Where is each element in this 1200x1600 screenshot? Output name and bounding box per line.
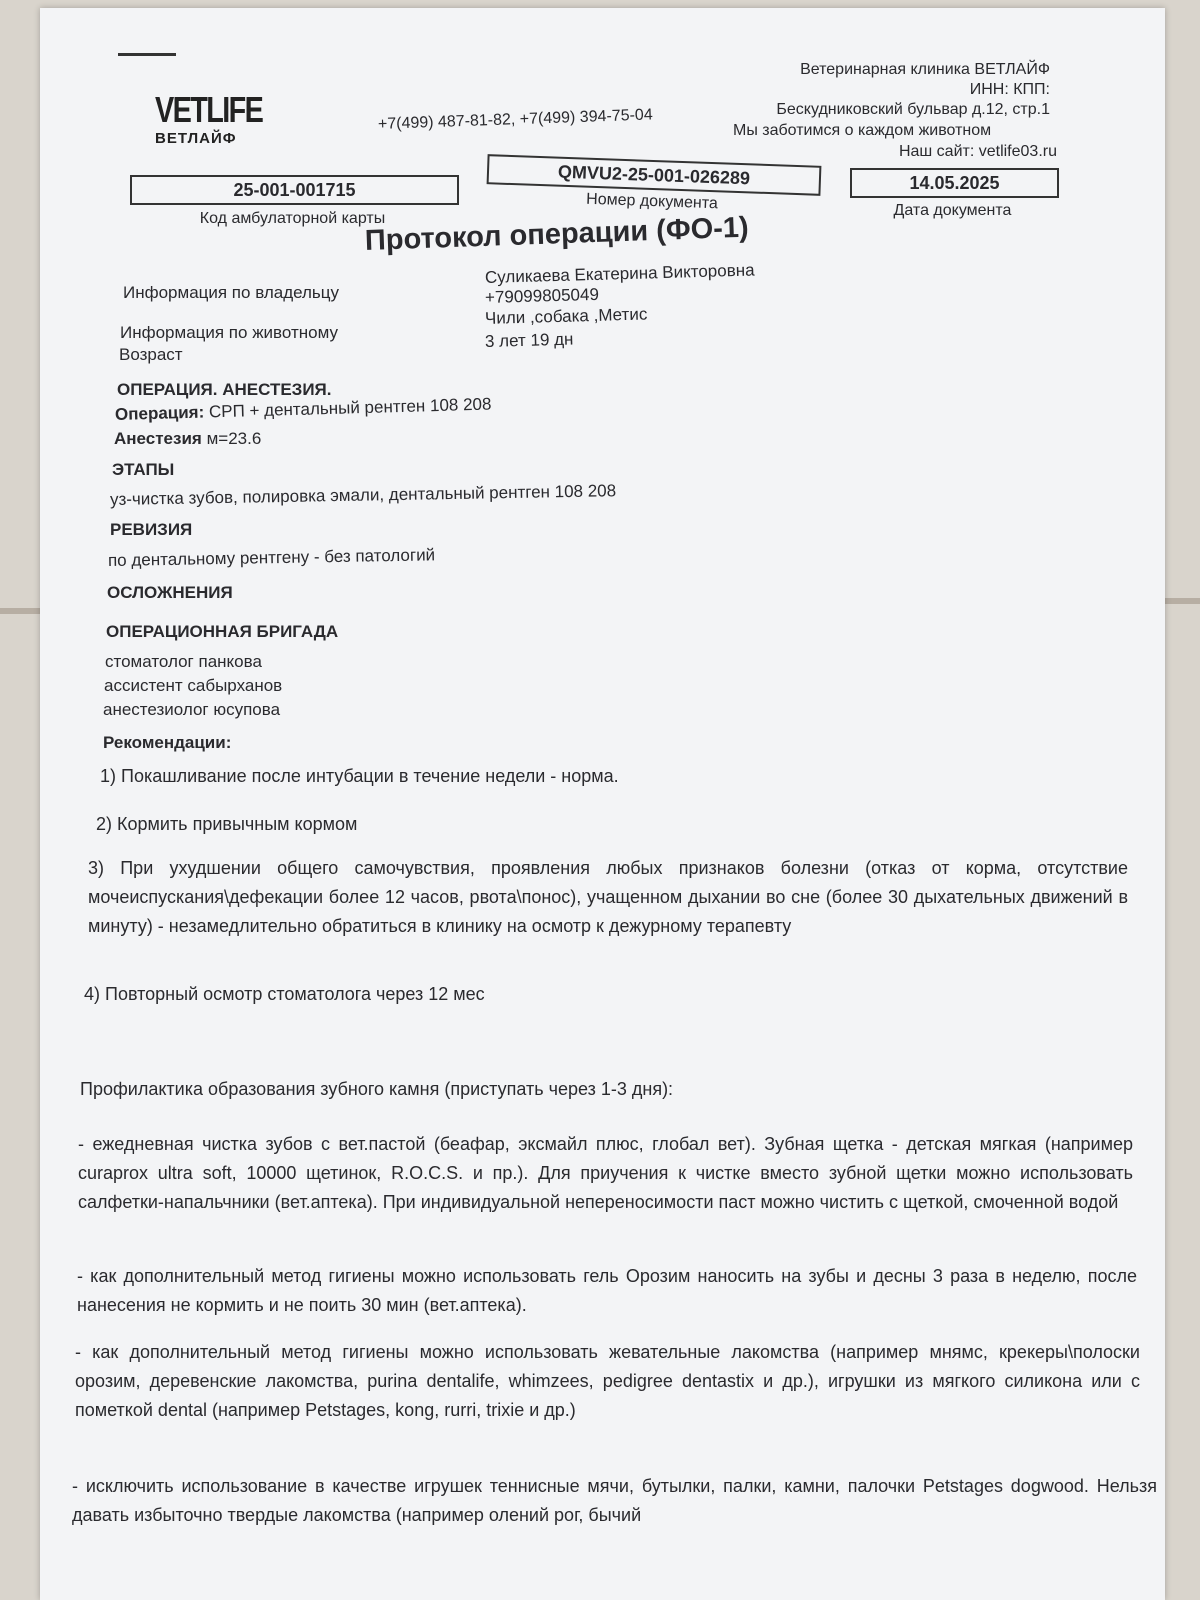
prophylaxis-item: - как дополнительный метод гигиены можно использовать гель Орозим наносить на зубы и десны 3 раза в неделю, после нанесения не кормить и не поить 30 мин (вет.аптека). [77, 1266, 1137, 1315]
anesthesia-line [114, 429, 261, 449]
recommendation-item: 1) Покашливание после интубации в течение недели - норма. [100, 766, 619, 786]
animal-value: Чили ,собака ,Метис [484, 304, 648, 328]
page-title: Протокол операции (ФО-1) [364, 211, 750, 257]
clinic-site: Наш сайт: vetlife03.ru [898, 143, 1057, 160]
age-label: Возраст [119, 345, 183, 364]
team-member: ассистент сабырханов [104, 676, 283, 695]
prophylaxis-heading: Профилактика образования зубного камня (приступать через 1-3 дня): [80, 1079, 674, 1099]
revision-heading: РЕВИЗИЯ [110, 520, 193, 539]
stages-text: уз-чистка зубов, полировка эмали, дентальный рентген 108 208 [109, 481, 617, 509]
doc-number-field: QMVU2-25-001-026289 [487, 154, 822, 196]
card-code-label: Код амбулаторной карты [199, 210, 386, 227]
stages-heading: ЭТАПЫ [112, 460, 175, 479]
clinic-name: Ветеринарная клиника ВЕТЛАЙФ [800, 61, 1050, 78]
recommendations-heading: Рекомендации: [103, 733, 232, 752]
card-code-field: 25-001-001715 [130, 175, 459, 205]
clinic-inn: ИНН: КПП: [969, 81, 1050, 98]
prophylaxis-item: - как дополнительный метод гигиены можно использовать жевательные лакомства (например мнямс, крекеры\полоски орозим, деревенские лакомства, purina dentalife, whimzees, pedigree dentastix и др.), игрушки из мягкого силикона или с пометкой dental (например Petstages, kong, rurri, trixie и др.) [75, 1342, 1140, 1420]
doc-date-label: Дата документа [893, 202, 1012, 219]
owner-name: Суликаева Екатерина Викторовна [484, 260, 755, 287]
complications-heading: ОСЛОЖНЕНИЯ [107, 583, 233, 602]
team-member: стоматолог панкова [105, 652, 262, 671]
logo-main-text: VETLIFE [155, 89, 263, 130]
team-member: анестезиолог юсупова [103, 700, 281, 719]
doc-number-label: Номер документа [585, 190, 719, 213]
top-dash [118, 53, 176, 56]
operation-label: Операция: [114, 402, 205, 424]
anesthesia-label: Анестезия [114, 429, 202, 448]
table-edge [0, 608, 40, 614]
operation-heading: ОПЕРАЦИЯ. АНЕСТЕЗИЯ. [117, 380, 332, 399]
clinic-phones: +7(499) 487-81-82, +7(499) 394-75-04 [377, 106, 653, 133]
recommendation-item: 3) При ухудшении общего самочувствия, проявления любых признаков болезни (отказ от корма, отсутствие мочеиспускания\дефекации более 12 часов, рвота\понос), учащенном дыхании во сне (более 30 дыхательных движений в минуту) - незамедлительно обратиться в клинику на осмотр к дежурному терапевту [88, 858, 1128, 936]
owner-label: Информация по владельцу [123, 283, 340, 302]
revision-text: по дентальному рентгену - без патологий [107, 545, 436, 570]
animal-label: Информация по животному [120, 323, 338, 342]
logo-sub-text: ВЕТЛАЙФ [155, 130, 237, 147]
doc-date-field: 14.05.2025 [850, 168, 1059, 198]
recommendation-item: 2) Кормить привычным кормом [96, 814, 358, 834]
age-value: 3 лет 19 дн [484, 329, 574, 351]
table-edge [1165, 598, 1200, 604]
prophylaxis-item: - исключить использование в качестве игрушек теннисные мячи, бутылки, палки, камни, палочки Petstages dogwood. Нельзя давать избыточно твердые лакомства (например олений рог, бычий [72, 1476, 1157, 1525]
operation-value: СРП + дентальный рентген 108 208 [208, 394, 492, 422]
anesthesia-value: м=23.6 [206, 429, 262, 448]
team-heading: ОПЕРАЦИОННАЯ БРИГАДА [106, 622, 339, 641]
clinic-slogan: Мы заботимся о каждом животном [733, 122, 992, 139]
owner-phone: +79099805049 [484, 284, 600, 307]
clinic-address: Бескудниковский бульвар д.12, стр.1 [776, 101, 1050, 118]
recommendation-item: 4) Повторный осмотр стоматолога через 12 мес [84, 984, 485, 1004]
prophylaxis-item: - ежедневная чистка зубов с вет.пастой (беафар, эксмайл плюс, глобал вет). Зубная щетка - детская мягкая (например curaprox ultra soft, 10000 щетинок, R.O.C.S. и пр.). Для приучения к чистке вместо зубной щетки можно использовать салфетки-напальчники (вет.аптека). При индивидуальной непереносимости паст можно чистить с щеткой, смоченной водой [78, 1134, 1133, 1212]
clinic-logo [155, 89, 289, 147]
clinic-info [776, 60, 1050, 120]
